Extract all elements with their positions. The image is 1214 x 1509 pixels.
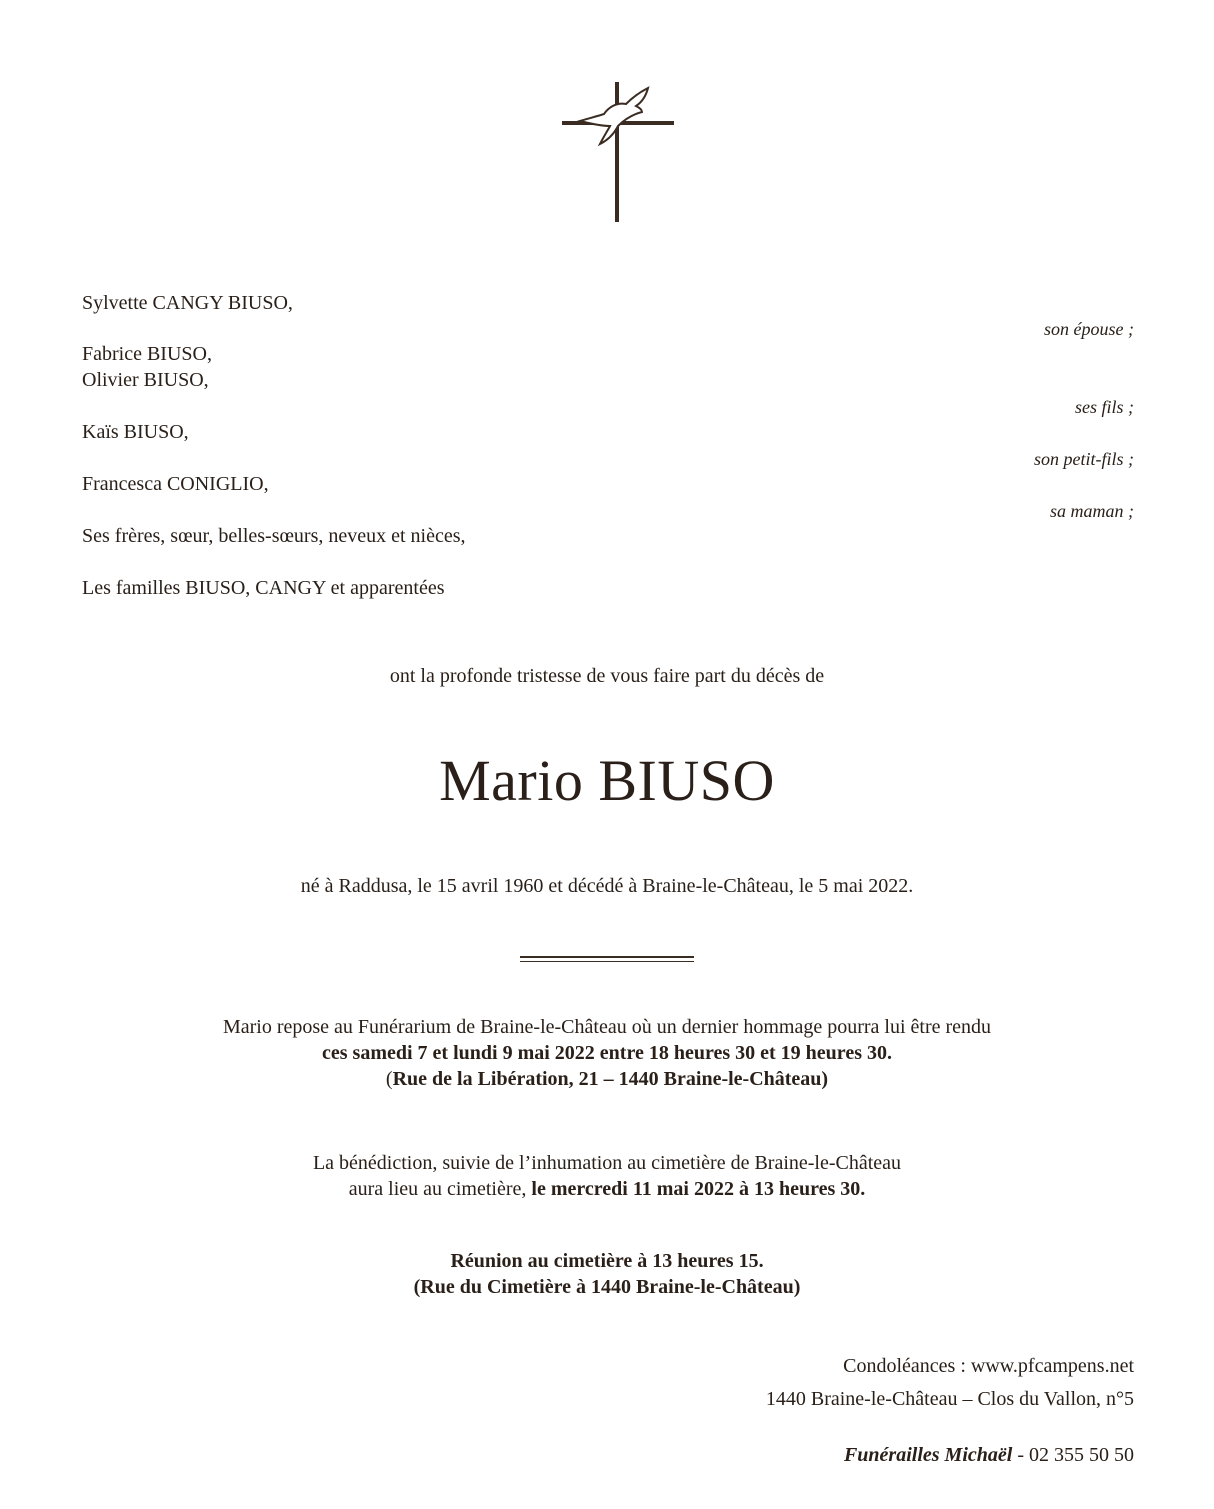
family-member-name: Fabrice BIUSO, bbox=[82, 343, 212, 365]
meeting-address: (Rue du Cimetière à 1440 Braine-le-Château) bbox=[413, 1276, 801, 1298]
announcement-text: ont la profonde tristesse de vous faire part du décès de bbox=[389, 665, 825, 687]
ceremony-date bbox=[0, 1177, 1214, 1201]
cross-with-dove-icon bbox=[556, 78, 680, 224]
viewing-dates: ces samedi 7 et lundi 9 mai 2022 entre 18 heures 30 et 19 heures 30. bbox=[322, 1042, 892, 1064]
birth-death-text: né à Raddusa, le 15 avril 1960 et décédé à Braine-le-Château, le 5 mai 2022. bbox=[300, 875, 914, 897]
family-member-name: Les familles BIUSO, CANGY et apparentées bbox=[82, 577, 445, 599]
funeral-home-address: 1440 Braine-le-Château – Clos du Vallon, n°5 bbox=[765, 1388, 1134, 1410]
family-member-name: Ses frères, sœur, belles-sœurs, neveux et nièces, bbox=[82, 525, 466, 547]
divider bbox=[520, 956, 694, 962]
ceremony-date-value: le mercredi 11 mai 2022 à 13 heures 30. bbox=[531, 1178, 866, 1200]
ceremony-text: La bénédiction, suivie de l’inhumation au cimetière de Braine-le-Château bbox=[312, 1152, 902, 1174]
funeral-home-phone: - 02 355 50 50 bbox=[1012, 1444, 1134, 1466]
funeral-home-contact bbox=[844, 1443, 1134, 1467]
family-role: sa maman ; bbox=[1050, 501, 1134, 521]
viewing-address-paren: ( bbox=[385, 1068, 393, 1090]
viewing-text: Mario repose au Funérarium de Braine-le-Château où un dernier hommage pourra lui être rendu bbox=[222, 1016, 992, 1038]
viewing-address bbox=[0, 1067, 1214, 1091]
family-member-name: Olivier BIUSO, bbox=[82, 369, 209, 391]
ceremony-date-intro: aura lieu au cimetière, bbox=[348, 1178, 532, 1200]
family-role: son petit-fils ; bbox=[1034, 449, 1134, 469]
viewing-address-text: Rue de la Libération, 21 – 1440 Braine-le-Château) bbox=[392, 1068, 829, 1090]
family-member-name: Francesca CONIGLIO, bbox=[82, 473, 269, 495]
family-role: son épouse ; bbox=[1044, 319, 1134, 339]
family-member-name: Sylvette CANGY BIUSO, bbox=[82, 292, 293, 314]
condolences-link[interactable]: Condoléances : www.pfcampens.net bbox=[843, 1355, 1134, 1377]
family-member-name: Kaïs BIUSO, bbox=[82, 421, 189, 443]
meeting-time: Réunion au cimetière à 13 heures 15. bbox=[450, 1250, 764, 1272]
deceased-name: Mario BIUSO bbox=[439, 748, 775, 813]
family-role: ses fils ; bbox=[1074, 397, 1134, 417]
funeral-home-name: Funérailles Michaël bbox=[843, 1444, 1013, 1466]
